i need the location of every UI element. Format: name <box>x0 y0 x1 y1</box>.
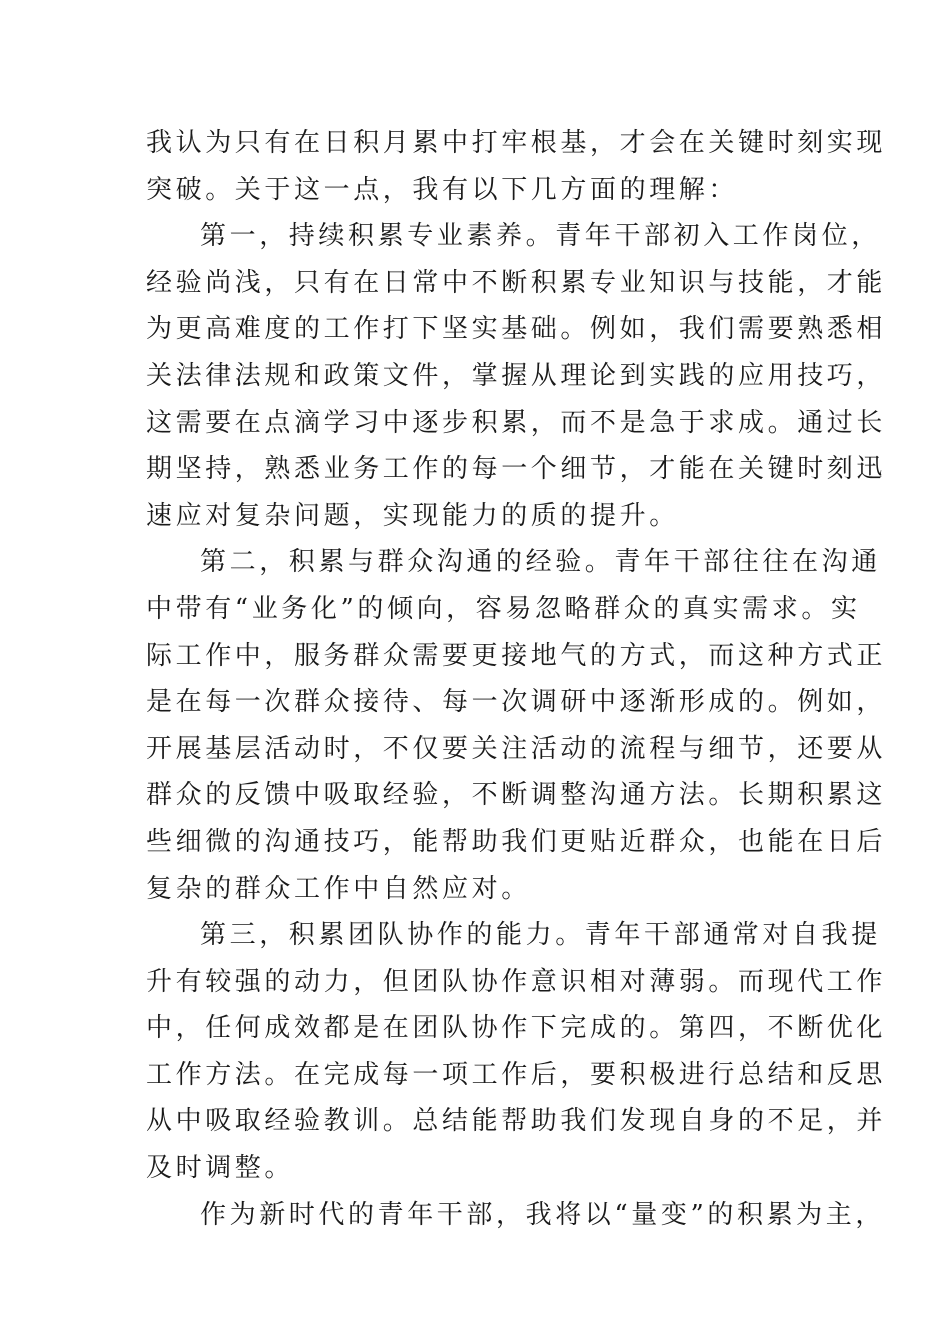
text-line: 及时调整。 <box>146 1153 295 1184</box>
text-line: 中，任何成效都是在团队协作下完成的。第四，不断优化 <box>146 1013 887 1044</box>
text-line: 际工作中，服务群众需要更接地气的方式，而这种方式正 <box>146 640 887 671</box>
paragraph-first-line: 第三，积累团队协作的能力。青年干部通常对自我提 <box>200 920 881 951</box>
text-line: 我认为只有在日积月累中打牢根基，才会在关键时刻实现 <box>146 128 887 158</box>
text-line: 从中吸取经验教训。总结能帮助我们发现自身的不足，并 <box>146 1106 887 1137</box>
text-line: 为更高难度的工作打下坚实基础。例如，我们需要熟悉相 <box>146 314 887 345</box>
document-body <box>146 120 887 1238</box>
text-line: 经验尚浅，只有在日常中不断积累专业知识与技能，才能 <box>146 267 887 298</box>
text-line: 关法律法规和政策文件，掌握从理论到实践的应用技巧， <box>146 360 887 391</box>
text-line: 升有较强的动力，但团队协作意识相对薄弱。而现代工作 <box>146 966 887 997</box>
text-line: 中带有“业务化”的倾向，容易忽略群众的真实需求。实 <box>146 593 861 624</box>
text-line: 开展基层活动时，不仅要关注活动的流程与细节，还要从 <box>146 733 887 764</box>
paragraph-first-line: 第二，积累与群众沟通的经验。青年干部往往在沟通 <box>200 547 881 578</box>
text-line: 复杂的群众工作中自然应对。 <box>146 873 531 904</box>
text-line: 突破。关于这一点，我有以下几方面的理解： <box>146 174 739 205</box>
text-line: 期坚持，熟悉业务工作的每一个细节，才能在关键时刻迅 <box>146 454 887 485</box>
text-line: 是在每一次群众接待、每一次调研中逐渐形成的。例如， <box>146 687 887 718</box>
text-line: 速应对复杂问题，实现能力的质的提升。 <box>146 500 679 531</box>
paragraph-first-line: 作为新时代的青年干部，我将以“量变”的积累为主， <box>200 1199 885 1230</box>
text-line: 这需要在点滴学习中逐步积累，而不是急于求成。通过长 <box>146 407 887 438</box>
text-line: 群众的反馈中吸取经验，不断调整沟通方法。长期积累这 <box>146 780 887 811</box>
paragraph-first-line: 第一，持续积累专业素养。青年干部初入工作岗位， <box>200 221 881 252</box>
text-line: 些细微的沟通技巧，能帮助我们更贴近群众，也能在日后 <box>146 826 887 857</box>
text-line: 工作方法。在完成每一项工作后，要积极进行总结和反思 <box>146 1059 887 1090</box>
